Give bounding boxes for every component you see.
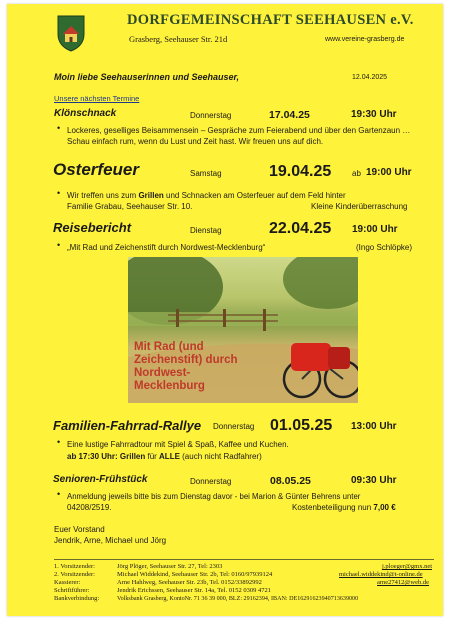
letter-date: 12.04.2025	[352, 74, 388, 81]
event-date: 19.04.25	[269, 163, 332, 180]
footer-text: Jörg Plöger, Seehauser Str. 27, Tel: 2303	[117, 563, 223, 570]
event-day: Samstag	[190, 169, 222, 178]
photo-caption: Mit Rad (und Zeichenstift) durch Nordwest- Mecklenburg	[134, 341, 238, 392]
event-time: 13:00 Uhr	[351, 421, 397, 432]
event-time-prefix: ab	[352, 169, 361, 178]
event-time: 19:00 Uhr	[352, 224, 398, 235]
event-description-line2: 04208/2519.	[67, 503, 112, 512]
coat-of-arms-logo	[56, 14, 86, 52]
event-title: Osterfeuer	[53, 160, 139, 179]
event-description: Wir treffen uns zum Grillen und Schnacken am Osterfeuer auf dem Feld hinter	[67, 191, 346, 200]
event-time: 19:30 Uhr	[351, 109, 397, 120]
bullet-icon: •	[57, 123, 61, 133]
event-time: 09:30 Uhr	[351, 475, 397, 486]
organization-title: DORFGEMEINSCHAFT SEEHAUSEN e.V.	[127, 12, 414, 28]
event-description-line2: ab 17:30 Uhr: Grillen für ALLE (auch nicht Radfahrer)	[67, 452, 262, 461]
bike-landscape-photo	[128, 257, 358, 403]
event-date: 01.05.25	[270, 417, 333, 434]
bullet-icon: •	[57, 489, 61, 499]
event-day: Donnerstag	[190, 477, 232, 486]
bullet-icon: •	[57, 240, 61, 250]
footer-label: 1. Vorsitzender:	[54, 563, 95, 570]
event-description: „Mit Rad und Zeichenstift durch Nordwest-Mecklenburg“	[67, 243, 266, 252]
footer-email[interactable]: j.ploeger@gmx.net	[382, 563, 433, 570]
cost-note: Kostenbeteiligung nun 7,00 €	[292, 503, 396, 512]
subheading-dates: Unsere nächsten Termine	[54, 94, 140, 103]
event-title: Reisebericht	[53, 220, 132, 235]
event-time: 19:00 Uhr	[366, 167, 412, 178]
flyer-page	[7, 4, 443, 616]
bullet-icon: •	[57, 437, 61, 447]
event-speaker: (Ingo Schlöpke)	[356, 243, 413, 252]
signature-names: Jendrik, Arne, Michael und Jörg	[54, 536, 167, 545]
event-day: Donnerstag	[190, 111, 232, 120]
event-description-line2: Familie Grabau, Seehauser Str. 10.	[67, 202, 193, 211]
footer-text: Arne Hahlweg, Seehauser Str. 23b, Tel. 0152/33892992	[117, 579, 262, 586]
event-title: Familien-Fahrrad-Rallye	[53, 418, 202, 433]
organization-website[interactable]: www.vereine-grasberg.de	[325, 36, 405, 43]
event-description: Eine lustige Fahrradtour mit Spiel & Spaß, Kaffee und Kuchen.	[67, 440, 289, 449]
organization-address: Grasberg, Seehauser Str. 21d	[129, 34, 228, 44]
event-day: Dienstag	[190, 226, 222, 235]
event-date: 17.04.25	[269, 109, 310, 121]
event-date: 08.05.25	[270, 475, 311, 487]
footer-text: Michael Widdekind, Seehauser Str. 2b, Tel: 0160/97939124	[117, 571, 273, 578]
footer-text: Volksbank Grasberg, KontoNr. 71 36 39 000, BLZ: 29162394, IBAN: DE16291623940713639000	[117, 596, 359, 602]
event-extra-note: Kleine Kinderüberraschung	[311, 202, 408, 211]
greeting: Moin liebe Seehauserinnen und Seehauser,	[54, 72, 240, 82]
footer-label: Kassierer:	[54, 579, 81, 586]
event-description: Lockeres, geselliges Beisammensein – Gespräche zum Feierabend und über den Gartenzaun … Schau einfach rum, wenn du Lust und Zeit hast. Wir freuen uns auf dich.	[67, 126, 411, 146]
event-title: Klönschnack	[54, 108, 117, 119]
event-day: Donnerstag	[213, 422, 255, 431]
bullet-icon: •	[57, 188, 61, 198]
footer-divider	[54, 559, 434, 560]
footer-label: Schriftführer:	[54, 587, 90, 594]
footer-email[interactable]: michael.widdekind@t-online.de	[339, 571, 423, 578]
footer-label: Bankverbindung:	[54, 595, 100, 602]
event-description: Anmeldung jeweils bitte bis zum Dienstag davor - bei Marion & Günter Behrens unter	[67, 492, 361, 501]
signature-line1: Euer Vorstand	[54, 525, 105, 534]
footer-text: Jendrik Erichssen, Seehauser Str. 14a, Tel. 0152 0309 4721	[117, 587, 271, 594]
footer-label: 2. Vorsitzender:	[54, 571, 95, 578]
event-title: Senioren-Frühstück	[53, 474, 148, 485]
event-date: 22.04.25	[269, 220, 332, 237]
footer-email[interactable]: arne27412@web.de	[377, 579, 430, 586]
